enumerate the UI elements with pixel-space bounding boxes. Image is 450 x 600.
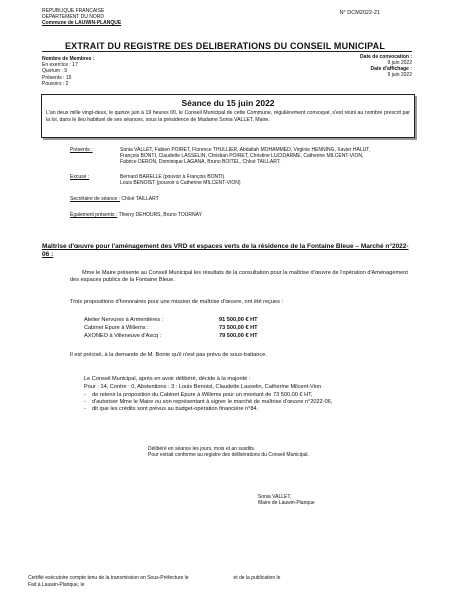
decision-item: - dit que les crédits sont prévus au budget-opération financière n°84.	[84, 406, 259, 412]
secretaire-label: Secrétaire de séance :	[70, 196, 121, 202]
excuse-line: Louis BENOIST (pouvoir à Catherine MILCENT-VION)	[120, 180, 241, 186]
title-rule	[42, 51, 412, 52]
dates-block	[320, 54, 412, 78]
excuses-list	[120, 174, 410, 186]
decision-text: de retenir la proposition du Cabinet Epure à Willems pour un montant de 73 500,00 € HT,	[92, 392, 313, 398]
presents-line: François BONTI, Claudette LASSELIN, Christian POIRET, Christine LUCIDARME, Catherine MILCENT-VION,	[120, 153, 364, 159]
offer-name: AXONEO à Villeneuve d'Ascq :	[84, 333, 162, 339]
excuses-label: Excusé :	[70, 174, 90, 180]
presents-line: Sonia VALLET, Fabien POIRET, Florence THULLIER, Abdallah MOHAMMED, Virginie HENNING, Xavier HALUT,	[120, 147, 371, 153]
secretaire-name: Chloé TAILLART	[121, 196, 159, 202]
members-heading: Nombre de Membres :	[42, 56, 95, 62]
offer-row	[84, 317, 314, 325]
seance-title: Séance du 15 juin 2022	[181, 98, 275, 108]
offer-row	[84, 325, 314, 333]
offers-list	[84, 317, 314, 341]
secretaire-row	[70, 196, 159, 202]
presents-line: Fabrice DERON, Dominique LAGANA, Bruno BOITEL, Chloé TAILLART.	[120, 159, 281, 165]
decision-text: d'autoriser Mme le Maire ou son représentant à signer le marché de maîtrise d'œuvre n°2022-06,	[92, 399, 333, 405]
document-title: EXTRAIT DU REGISTRE DES DELIBERATIONS DU CONSEIL MUNICIPAL	[64, 41, 386, 51]
excuse-line: Bernard BARELLE (pouvoir à François BONTI)	[120, 174, 225, 180]
offer-name: Atelier Nervures à Armentières :	[84, 317, 164, 323]
members-block	[42, 56, 95, 87]
offer-row	[84, 333, 314, 341]
offer-amount: 91 500,00 € HT	[219, 317, 258, 323]
deliberation-reference: N° DCM2022-21	[339, 10, 380, 16]
members-line: En exercice : 17	[42, 62, 78, 69]
offer-amount: 79 500,00 € HT	[219, 333, 258, 339]
conclusion-block	[148, 446, 309, 458]
presents-list	[120, 147, 410, 165]
offers-intro: Trois propositions d'honoraires pour une mission de maîtrise d'œuvre, ont été reçues :	[70, 299, 284, 305]
precision-text: Il est précisé, à la demande de M. Bonte qu'il n'est pas prévu de sous-traitance.	[70, 352, 267, 358]
members-line: Quorum : 9	[42, 68, 68, 75]
affichage-label: Date d'affichage :	[370, 66, 412, 72]
commune-name: Commune de LAUWIN-PLANQUE	[42, 20, 122, 27]
members-line: Présents : 15	[42, 74, 72, 81]
members-line: Pouvoirs : 2	[42, 80, 69, 87]
decision-item: - d'autoriser Mme le Maire ou son représentant à signer le marché de maîtrise d'œuvre n°2022-06,	[84, 399, 333, 405]
affichage-date: 9 juin 2022	[387, 72, 412, 78]
footer-block	[28, 575, 428, 588]
seance-text: L'an deux mille vingt-deux, le quinze juin à 19 heures 00, le Conseil Municipal de cette Commune, régulièrement convoqué, s'est réuni au nombre prescrit par la loi, dans le lieu habituel de ses séances, sous la présidence de Madame Sonia VALLET, Maire.	[46, 110, 410, 123]
seance-box	[41, 94, 415, 138]
footer-publication: et de la publication le	[233, 575, 281, 581]
header-line: REPUBLIQUE FRANCAISE	[42, 8, 105, 14]
egalement-label: Également présents :	[70, 212, 118, 218]
header-block	[42, 8, 121, 27]
header-line: DEPARTEMENT DU NORD	[42, 14, 104, 21]
convocation-date: 9 juin 2022	[387, 60, 412, 66]
conclusion-line: Délibéré en séance les jours, mois et an susdits.	[148, 446, 256, 452]
signatory-title: Maire de Lauwin-Planque	[258, 500, 315, 507]
presents-label: Présents :	[70, 147, 93, 153]
signatory-name: Sonia VALLET,	[258, 494, 292, 500]
decision-item: - de retenir la proposition du Cabinet Epure à Willems pour un montant de 73 500,00 € HT,	[84, 392, 313, 398]
decisions-list	[84, 392, 414, 416]
egalement-names: Thierry DEHOURS, Bruno TOURNAY	[118, 212, 202, 218]
decision-intro: Le Conseil Municipal, après en avoir délibéré, décide à la majorité :	[84, 376, 251, 382]
signature-block	[258, 494, 315, 506]
vote-result: Pour : 14, Contre : 0, Abstentions : 3 : Louis Benoist, Claudette Lasselin, Catherine Milcent-Vion	[84, 384, 322, 390]
convocation-label: Date de convocation :	[360, 54, 412, 60]
offer-name: Cabinet Epure à Willems :	[84, 325, 149, 331]
footer-place: Fait à Lauwin-Planque, le	[28, 581, 85, 588]
deliberation-title-text: Maîtrise d'œuvre pour l'aménagement des VRD et espaces verts de la résidence de la Fontaine Bleue – Marché n°2022-06 :	[42, 243, 409, 258]
deliberation-title	[42, 243, 412, 259]
offer-amount: 73 500,00 € HT	[219, 325, 258, 331]
deliberation-intro: Mme le Maire présente au Conseil Municipal les résultats de la consultation pour la maîtrise d'œuvre de l'opération d'Aménagement des espaces publics de la Fontaine Bleue.	[70, 270, 408, 283]
decision-text: dit que les crédits sont prévus au budget-opération financière n°84.	[92, 406, 259, 412]
footer-transmission: Certifié exécutoire compte tenu de la transmission en Sous-Préfecture le	[28, 575, 189, 581]
egalement-row	[70, 212, 202, 218]
conclusion-line: Pour extrait conforme au registre des délibérations du Conseil Municipal.	[148, 452, 309, 459]
